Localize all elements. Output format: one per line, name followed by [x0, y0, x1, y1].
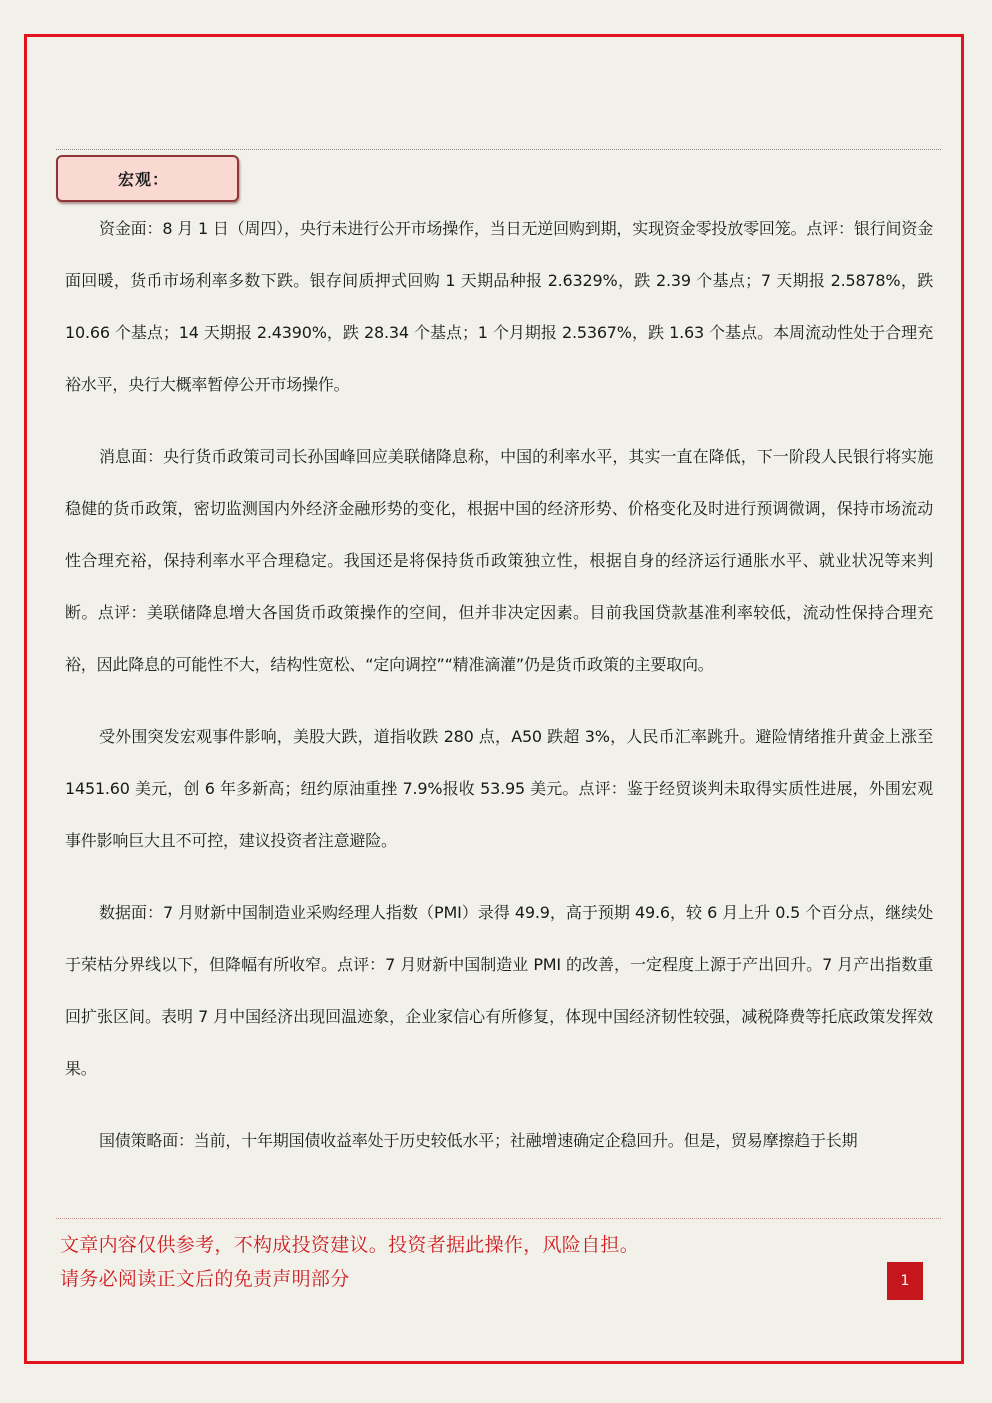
disclaimer-line-1: 文章内容仅供参考，不构成投资建议。投资者据此操作，风险自担。	[60, 1234, 640, 1256]
paragraph-news: 消息面：央行货币政策司司长孙国峰回应美联储降息称，中国的利率水平，其实一直在降低，下一阶段人民银行将实施稳健的货币政策，密切监测国内外经济金融形势的变化，根据中国的经济形势、价格变化及时进行预调微调，保持市场流动性合理充裕，保持利率水平合理稳定。我国还是将保持货币政策独立性，根据自身的经济运行通胀水平、就业状况等来判断。点评：美联储降息增大各国货币政策操作的空间，但并非决定因素。目前我国贷款基准利率较低，流动性保持合理充裕，因此降息的可能性不大，结构性宽松、“定向调控”“精准滴灌”仍是货币政策的主要取向。	[65, 447, 933, 674]
header-divider	[56, 149, 941, 150]
section-tag-macro	[56, 155, 239, 202]
disclaimer	[60, 1228, 639, 1296]
article-body	[65, 203, 933, 1167]
paragraph-external-events: 受外围突发宏观事件影响，美股大跌，道指收跌 280 点，A50 跌超 3%，人民币汇率跳升。避险情绪推升黄金上涨至 1451.60 美元，创 6 年多新高；纽约原油重挫 7.9%报收 53.95 美元。点评：鉴于经贸谈判未取得实质性进展，外围宏观事件影响巨大且不可控，建议投资者注意避险。	[65, 727, 933, 850]
paragraph-data: 数据面：7 月财新中国制造业采购经理人指数（PMI）录得 49.9，高于预期 49.6，较 6 月上升 0.5 个百分点，继续处于荣枯分界线以下，但降幅有所收窄。点评：7 月财新中国制造业 PMI 的改善，一定程度上源于产出回升。7 月产出指数重回扩张区间。表明 7 月中国经济出现回温迹象，企业家信心有所修复，体现中国经济韧性较强，减税降费等托底政策发挥效果。	[65, 903, 933, 1078]
paragraph-bond-strategy: 国债策略面：当前，十年期国债收益率处于历史较低水平；社融增速确定企稳回升。但是，贸易摩擦趋于长期	[99, 1131, 858, 1150]
paragraph-funding: 资金面：8 月 1 日（周四），央行未进行公开市场操作，当日无逆回购到期，实现资金零投放零回笼。点评：银行间资金面回暖，货币市场利率多数下跌。银存间质押式回购 1 天期品种报 2.6329%，跌 2.39 个基点；7 天期报 2.5878%，跌 10.66 个基点；14 天期报 2.4390%，跌 28.34 个基点；1 个月期报 2.5367%，跌 1.63 个基点。本周流动性处于合理充裕水平，央行大概率暂停公开市场操作。	[65, 219, 933, 394]
page-number-badge	[887, 1262, 923, 1300]
footer-divider	[56, 1218, 941, 1219]
page-number: 1	[900, 1273, 910, 1289]
disclaimer-line-2: 请务必阅读正文后的免责声明部分	[60, 1268, 350, 1290]
section-tag-label: 宏观：	[117, 170, 169, 189]
